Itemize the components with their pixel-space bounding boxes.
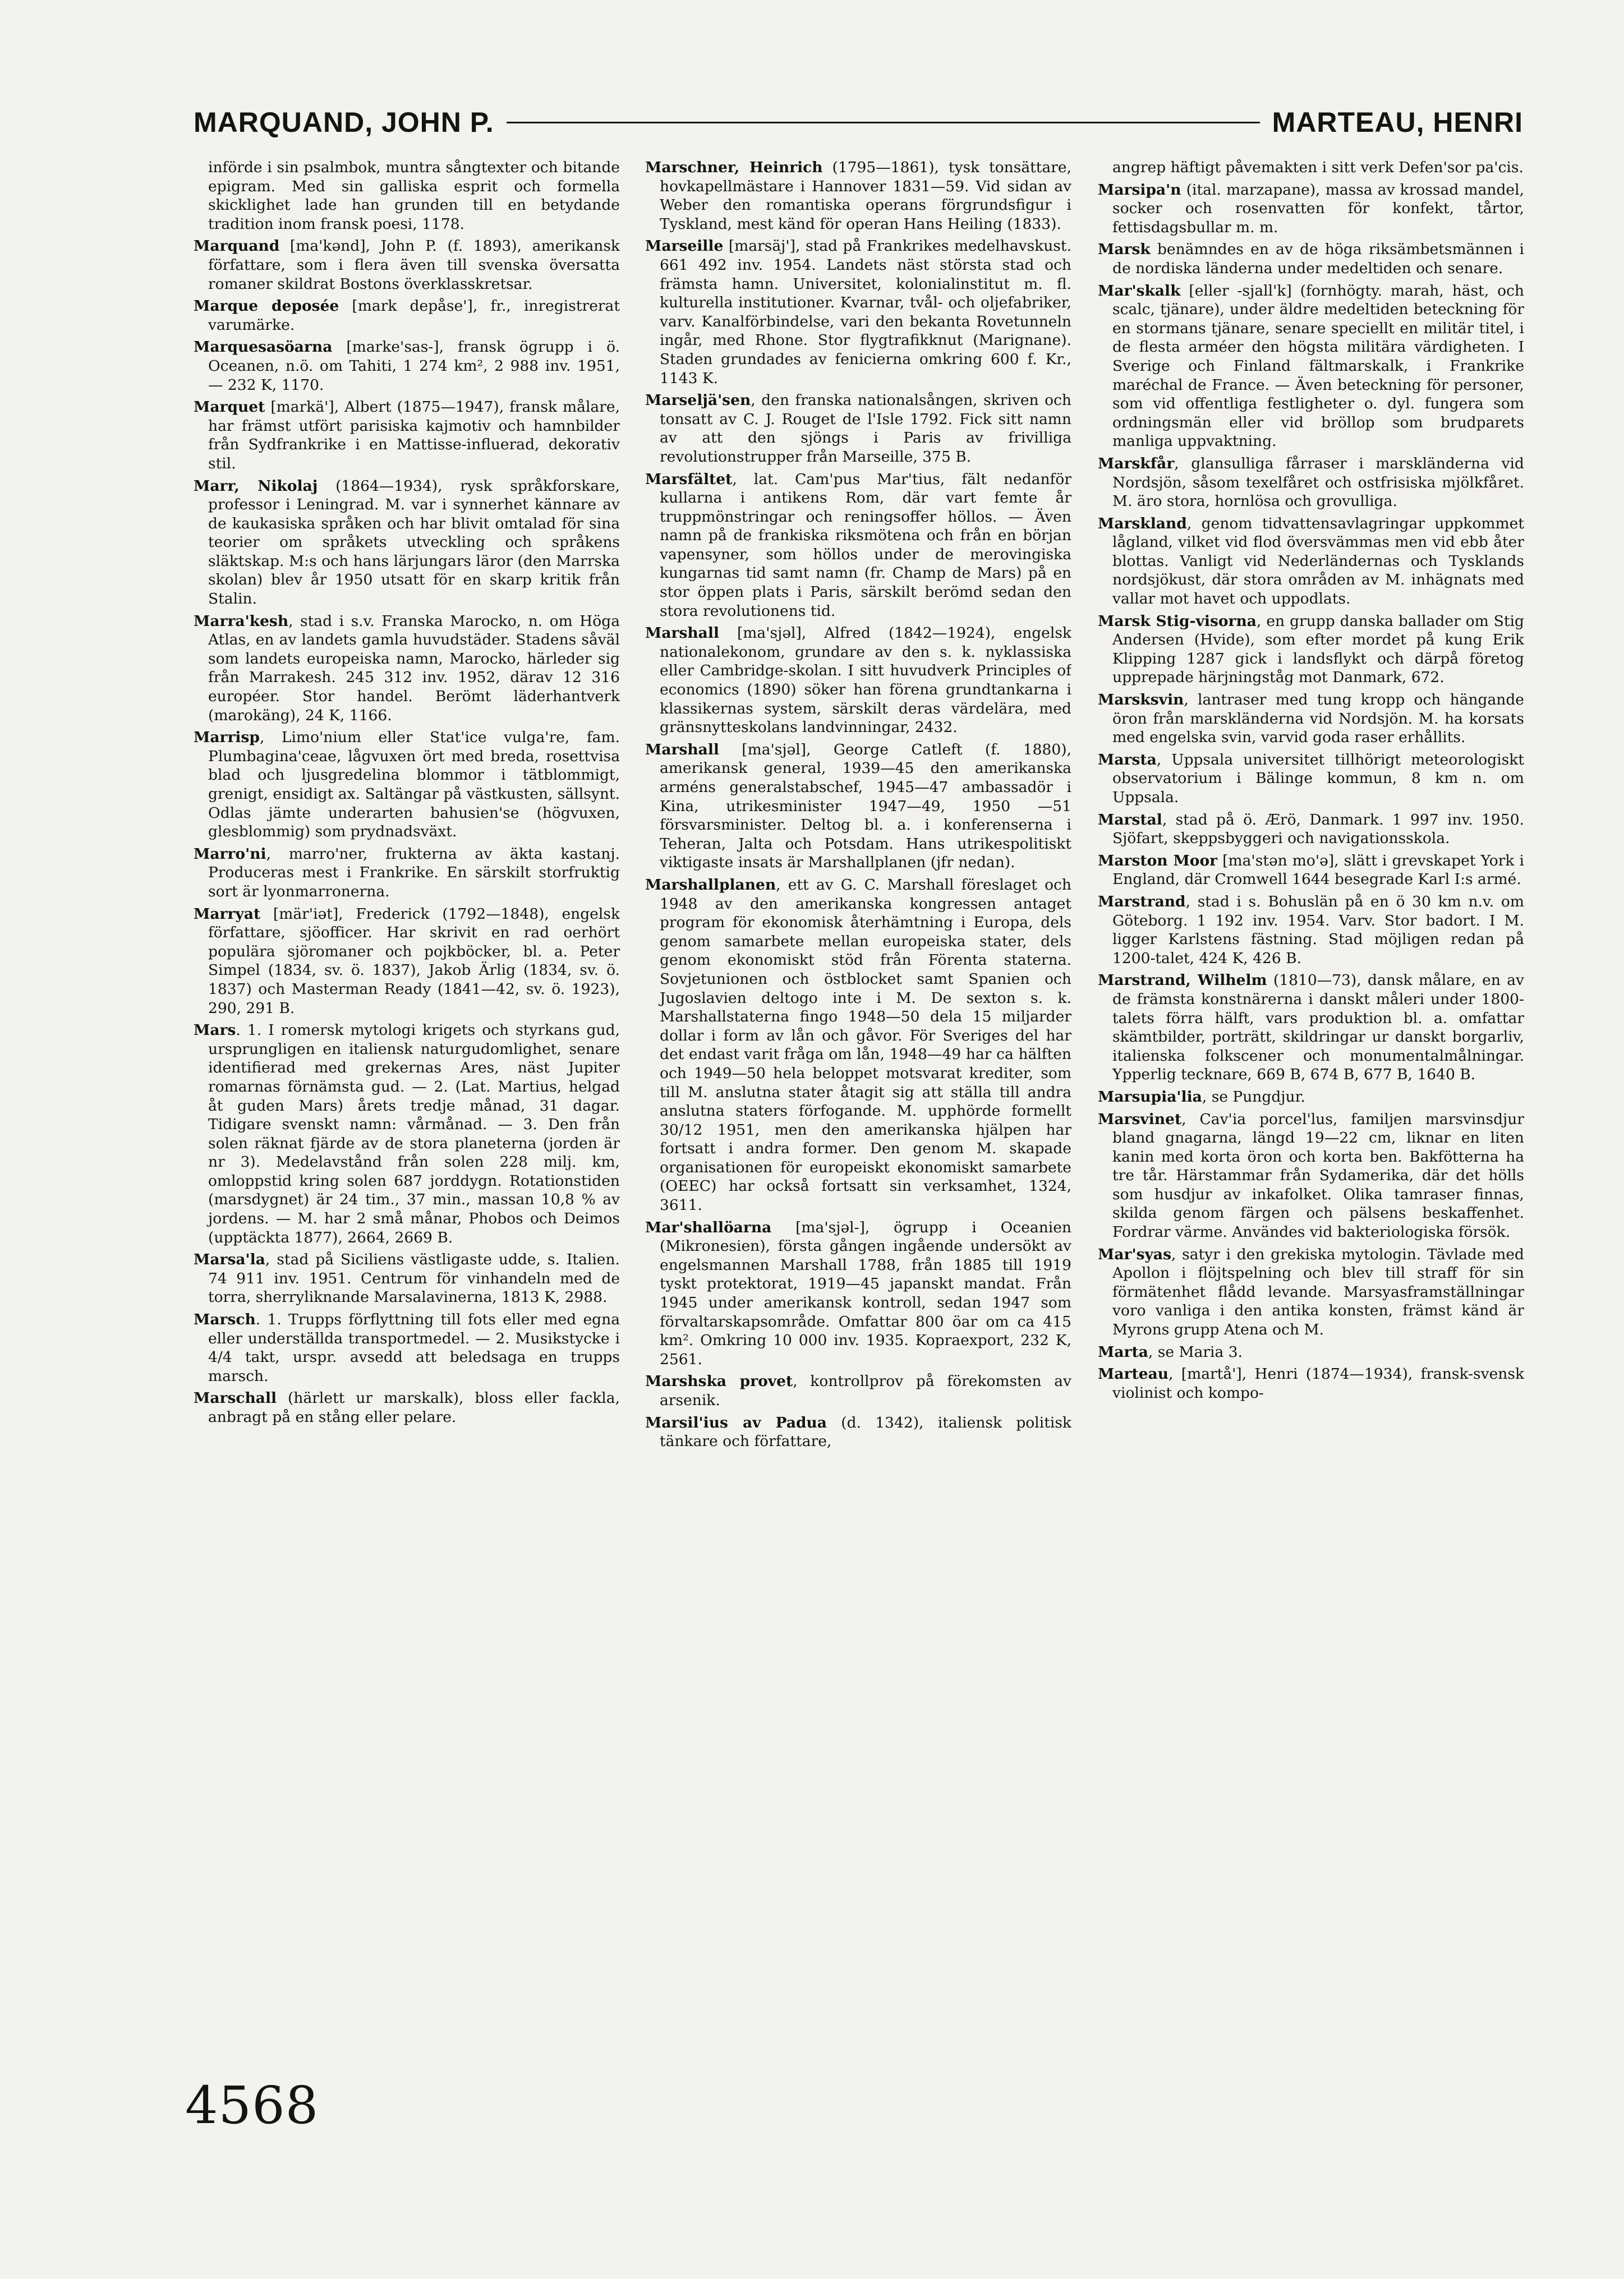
entry-headword: Marskland — [1098, 514, 1187, 532]
entry-headword: Marsta — [1098, 751, 1157, 768]
entry-text: , en grupp danska ballader om Stig Andersen (Hvide), som efter mordet på kung Erik Klipping 1287 gick i landsflykt och därpå företog upprepade härjningståg mot Danmark, 672. — [1112, 612, 1524, 687]
entry-text: (ital. marzapane), massa av krossad mandel, socker och rosenvatten för konfekt, tårtor, fettisdagsbullar m. m. — [1112, 181, 1524, 236]
entry-text: , kontrollprov på förekomsten av arsenik. — [660, 1373, 1071, 1409]
dictionary-entry — [1098, 1110, 1524, 1242]
entry-text: , stad i s. Bohuslän på en ö 30 km n.v. om Göteborg. 1 192 inv. 1954. Varv. Stor badort. I M. ligger Karlstens fästning. Stad möjligen redan på 1200-talet, 424 K, 426 B. — [1112, 892, 1524, 967]
dictionary-entry — [1098, 240, 1524, 278]
dictionary-entry — [1098, 158, 1524, 177]
entry-headword: Marsa'la — [194, 1251, 265, 1269]
entry-headword: Marro'ni — [194, 845, 266, 863]
entry-text: , se Maria 3. — [1148, 1343, 1243, 1361]
entry-headword: Marschner, Heinrich — [645, 159, 823, 176]
dictionary-entry — [645, 391, 1071, 466]
entry-text: [ma'kənd], John P. (f. 1893), amerikansk författare, som i flera även till svenska översatta romaner skildrat Bostons överklasskretsar. — [208, 237, 620, 293]
entry-text: , ett av G. C. Marshall föreslaget och 1948 av den amerikanska kongressen antaget program för ekonomisk återhämtning i Europa, dels genom samarbete mellan europeiska stater, dels genom ekonomiskt stöd från Förenta staterna. Sovjetunionen och östblocket samt Spanien och Jugoslavien deltogo inte i M. De sexton s. k. Marshallstaterna fingo 1948—50 dela 15 miljarder dollar i form av lån och gåvor. För Sveriges del har det endast varit fråga om lån, 1948—49 har ca hälften och 1949—50 hela beloppet motsvarat krediter, som till M. anslutna stater åtagit sig att ställa till andra anslutna staters förfogande. M. upphörde formellt 30/12 1951, men den amerikanska hjälpen har fortsatt i andra former. Den genom M. skapade organisationen för europeiskt ekonomiskt samarbete (OEEC) har också fortsatt sin verksamhet, 1324, 3611. — [660, 876, 1071, 1214]
entry-headword: Marsupia'lia — [1098, 1088, 1202, 1106]
dictionary-entry — [1098, 971, 1524, 1084]
entry-headword: Marquesasöarna — [194, 338, 333, 356]
entry-text: , Uppsala universitet tillhörigt meteorologiskt observatorium i Bälinge kommun, 8 km n. om Uppsala. — [1112, 751, 1524, 806]
header-rule — [507, 122, 1260, 123]
dictionary-entry — [1098, 892, 1524, 968]
entry-text: , Limo'nium eller Stat'ice vulga're, fam. Plumbagina'ceae, lågvuxen ört med breda, rosettvisa blad och ljusgredelina blommor i tätblommigt, grenigt, ensidigt ax. Saltängar på västkusten, sällsynt. Odlas jämte underarten bahusien'se (högvuxen, glesblommig) som prydnadsväxt. — [208, 729, 620, 841]
entry-text: [marke'sas-], fransk ögrupp i ö. Oceanen, n.ö. om Tahiti, 1 274 km², 2 988 inv. 1951, — 232 K, 1170. — [208, 338, 620, 394]
entry-headword: Mar'shallöarna — [645, 1218, 772, 1236]
entry-text: , lat. Cam'pus Mar'tius, fält nedanför kullarna i antikens Rom, där vart femte år truppmönstringar och reningsoffer höllos. — Även namn på de frankiska riksmötena och från en början vapensyner, som höllos under de merovingiska kungarnas tid samt namn (fr. Champ de Mars) på en stor öppen plats i Paris, särskilt berömd sedan den stora revolutionens tid. — [660, 470, 1071, 620]
dictionary-entry — [1098, 514, 1524, 609]
dictionary-entry — [194, 845, 620, 901]
dictionary-entry — [194, 398, 620, 473]
entry-text: . 1. Trupps förflyttning till fots eller med egna eller underställda transportmedel. — 2. Musikstycke i 4/4 takt, urspr. avsedd att beledsaga en trupps marsch. — [208, 1311, 620, 1385]
entry-text: [ma'sjəl-], ögrupp i Oceanien (Mikronesien), första gången ingående undersökt av engelsmannen Marshall 1788, från 1885 till 1919 tyskt protektorat, 1919—45 japanskt mandat. Från 1945 under amerikansk kontroll, sedan 1947 som förvaltarskapsområde. Omfattar 800 öar om ca 415 km². Omkring 10 000 inv. 1935. Kopraexport, 232 K, 2561. — [660, 1218, 1071, 1368]
dictionary-entry — [1098, 811, 1524, 848]
entry-text: [ma'sjəl], George Catleft (f. 1880), amerikansk general, 1939—45 den amerikanska arméns generalstabschef, 1945—47 ambassadör i Kina, utrikesminister 1947—49, 1950 —51 försvarsminister. Deltog bl. a. i konferenserna i Teheran, Jalta och Potsdam. Hans utrikespolitiskt viktigaste insats är Marshallplanen (jfr nedan). — [660, 740, 1071, 872]
entry-headword: Marque deposée — [194, 297, 339, 315]
dictionary-entry — [194, 612, 620, 725]
entry-headword: Marsk Stig-visorna — [1098, 612, 1257, 630]
entry-text: [eller -sjall'k] (fornhögty. marah, häst, och scalc, tjänare), under äldre medeltiden beteckning för en stormans tjänare, senare speciellt en militär titel, i de flesta arméer den högsta militära värdigheten. I Sverige och Finland fältmarskalk, i Frankrike maréchal de France. — Även beteckning för personer, som vid offentliga festligheter o. dyl. fungera som ordningsmän eller vid bröllop som brudparets manliga uppvaktning. — [1112, 282, 1524, 450]
dictionary-entry — [645, 1372, 1071, 1410]
dictionary-entry — [1098, 851, 1524, 889]
entry-headword: Marskfår — [1098, 454, 1175, 472]
entry-text: [ma'sjəl], Alfred (1842—1924), engelsk nationalekonom, grundare av den s. k. nyklassiska eller Cambridge-skolan. I sitt huvudverk Principles of economics (1890) söker han förena grundtankarna i klassikernas system, särskilt deras värdelära, med gränsnytteskolans landvinningar, 2432. — [660, 624, 1071, 736]
entry-text: benämndes en av de höga riksämbetsmännen i de nordiska länderna under medeltiden och senare. — [1112, 241, 1524, 277]
dictionary-entry — [194, 1389, 620, 1426]
entry-text: , marro'ner, frukterna av äkta kastanj. Produceras mest i Frankrike. En särskilt storfruktig sort är lyonmarronerna. — [208, 845, 620, 900]
entry-headword: Marr, Nikolaj — [194, 477, 318, 495]
entry-headword: Mar'syas — [1098, 1245, 1171, 1263]
column-3 — [1098, 158, 1524, 2054]
entry-text: , genom tidvattensavlagringar uppkommet lågland, vilket vid flod översvämmas men vid ebb åter blottas. Vanligt vid Nederländernas och Tysklands nordsjökust, där stora områden av M. inhägnats med vallar mot havet och uppodlats. — [1112, 514, 1524, 608]
dictionary-entry — [1098, 751, 1524, 807]
entry-text: , stad på ö. Ærö, Danmark. 1 997 inv. 1950. Sjöfart, skeppsbyggeri och navigationsskola. — [1112, 811, 1524, 848]
entry-headword: Marsksvin — [1098, 691, 1184, 709]
column-2 — [645, 158, 1071, 2054]
dictionary-entry — [645, 876, 1071, 1215]
entry-headword: Marteau — [1098, 1365, 1169, 1383]
dictionary-entry — [1098, 181, 1524, 237]
dictionary-entry — [645, 624, 1071, 737]
entry-text: , lantraser med tung kropp och hängande öron från marskländerna vid Nordsjön. M. ha korsats med engelska svin, varvid goda raser erhållits. — [1112, 691, 1524, 747]
entry-text: angrep häftigt påvemakten i sitt verk Defen'sor pa'cis. — [1112, 159, 1524, 176]
entry-headword: Marschall — [194, 1389, 277, 1407]
entry-headword: Marsipa'n — [1098, 181, 1181, 199]
dictionary-entry — [194, 338, 620, 394]
entry-text: införde i sin psalmbok, muntra sångtexter och bitande epigram. Med sin galliska esprit och formella skicklighet lade han grunden till en betydande tradition inom fransk poesi, 1178. — [208, 159, 620, 233]
header-last-entry: MARTEAU, HENRI — [1272, 107, 1523, 138]
entry-headword: Marsch — [194, 1311, 256, 1329]
dictionary-entry — [194, 1250, 620, 1307]
dictionary-entry — [1098, 1365, 1524, 1402]
entry-headword: Marquand — [194, 237, 280, 255]
entry-headword: Marseille — [645, 237, 724, 255]
entry-text: (1810—73), dansk målare, en av de främsta konstnärerna i danskt måleri under 1800-talets förra hälft, vars produktion bl. a. omfattar skämtbilder, porträtt, skildringar ur danskt borgarliv, italienska folkscener och monumentalmålningar. Ypperlig tecknare, 669 B, 674 B, 677 B, 1640 B. — [1112, 972, 1524, 1084]
entry-text: (härlett ur marskalk), bloss eller fackla, anbragt på en stång eller pelare. — [208, 1389, 620, 1426]
entry-headword: Marstrand, Wilhelm — [1098, 972, 1267, 989]
entry-text: (1864—1934), rysk språkforskare, professor i Leningrad. M. var i synnerhet kännare av de kaukasiska språken och har blivit omtalad för sina teorier om språkets utveckling och språkens släktskap. M:s och hans lärjungars läror (den Marrska skolan) blev år 1950 utsatt för en skarp kritik från Stalin. — [208, 477, 620, 608]
entry-headword: Mar'skalk — [1098, 282, 1181, 300]
dictionary-entry — [1098, 1343, 1524, 1362]
entry-text: , satyr i den grekiska mytologin. Tävlade med Apollon i flöjtspelning och blev till straff för sin förmätenhet flådd levande. Marsyasframställningar voro vanliga i den antika konsten, främst känd är Myrons grupp Atena och M. — [1112, 1245, 1524, 1339]
dictionary-entry — [194, 237, 620, 293]
entry-text: [ma'stən mo'ə], slätt i grevskapet York i England, där Cromwell 1644 besegrade Karl I:s armé. — [1112, 851, 1524, 888]
entry-headword: Mars — [194, 1021, 236, 1039]
dictionary-entry — [645, 1414, 1071, 1451]
entry-text: [mär'iət], Frederick (1792—1848), engelsk författare, sjöofficer. Har skrivit en rad oerhört populära sjöromaner och pojkböcker, bl. a. Peter Simpel (1834, sv. ö. 1837), Jakob Ärlig (1834, sv. ö. 1837) och Masterman Ready (1841—42, sv. ö. 1923), 290, 291 B. — [208, 905, 620, 1017]
dictionary-entry — [1098, 454, 1524, 511]
entry-headword: Marsvinet — [1098, 1110, 1182, 1128]
dictionary-entry — [194, 1310, 620, 1385]
dictionary-entry — [645, 158, 1071, 233]
entry-text: [markä'], Albert (1875—1947), fransk målare, har främst utfört parisiska kajmotiv och hamnbilder från Sydfrankrike i en Mattisse-influerad, dekorativ stil. — [208, 398, 620, 472]
entry-text: , den franska nationalsången, skriven och tonsatt av C. J. Rouget de l'Isle 1792. Fick sitt namn av att den sjöngs i Paris av frivilliga revolutionstrupper från Marseille, 375 B. — [660, 392, 1071, 466]
entry-text: , Cav'ia porcel'lus, familjen marsvinsdjur bland gnagarna, längd 19—22 cm, liknar en liten kanin med korta öron och korta ben. Bakfötterna ha tre tår. Härstammar från Sydamerika, där det hölls som husdjur av inkafolket. Olika tamraser finnas, skilda genom färgen och pälsens beskaffenhet. Fordrar värme. Användes vid bakteriologiska försök. — [1112, 1110, 1524, 1241]
entry-headword: Marshall — [645, 624, 719, 642]
entry-text: . 1. I romersk mytologi krigets och styrkans gud, ursprungligen en italiensk naturgudomlighet, senare identifierad med grekernas Ares, näst Jupiter romarnas förnämsta gud. — 2. (Lat. Martius, helgad åt guden Mars) årets tredje månad, 31 dagar. Tidigare svenskt namn: vårmånad. — 3. Den från solen räknat fjärde av de stora planeterna (jorden är nr 3). Medelavstånd från solen 228 milj. km, omloppstid kring solen 687 jorddygn. Rotationstiden (marsdygnet) är 24 tim., 37 min., massan 10,8 % av jordens. — M. har 2 små månar, Phobos och Deimos (upptäckta 1877), 2664, 2669 B. — [208, 1021, 620, 1246]
entry-headword: Marquet — [194, 398, 265, 416]
dictionary-entry — [1098, 612, 1524, 687]
entry-text: , se Pungdjur. — [1202, 1088, 1305, 1106]
dictionary-entry — [645, 470, 1071, 621]
dictionary-entry — [194, 477, 620, 609]
entry-headword: Marsil'ius av Padua — [645, 1414, 827, 1431]
dictionary-entry — [1098, 1088, 1524, 1107]
entry-headword: Marra'kesh — [194, 612, 289, 630]
dictionary-entry — [645, 1218, 1071, 1369]
entry-text: , [martå'], Henri (1874—1934), fransk-svensk violinist och kompo- — [1112, 1365, 1524, 1402]
dictionary-entry — [1098, 282, 1524, 451]
dictionary-entry — [194, 158, 620, 233]
entry-text: [mark depåse'], fr., inregistrerat varumärke. — [208, 297, 620, 334]
entry-headword: Marrisp — [194, 729, 260, 747]
dictionary-entry — [194, 1021, 620, 1247]
entry-headword: Marshall — [645, 740, 719, 758]
entry-headword: Marston Moor — [1098, 851, 1218, 869]
page-number: 4568 — [185, 2075, 319, 2135]
header-first-entry: MARQUAND, JOHN P. — [194, 107, 494, 138]
entry-headword: Marryat — [194, 905, 261, 923]
dictionary-entry — [1098, 690, 1524, 747]
dictionary-entry — [645, 237, 1071, 388]
entry-headword: Marsk — [1098, 241, 1151, 259]
entry-headword: Marstal — [1098, 811, 1162, 828]
dictionary-entry — [194, 905, 620, 1018]
column-1 — [194, 158, 620, 2054]
entry-text: [marsäj'], stad på Frankrikes medelhavskust. 661 492 inv. 1954. Landets näst största stad och främsta hamn. Universitet, kolonialinstitut m. fl. kulturella institutioner. Kvarnar, tvål- och oljefabriker, varv. Kanalförbindelse, vari den bekanta Rovetunneln ingår, med Rhone. Stor flygtrafikknut (Marignane). Staden grundades av fenicierna omkring 600 f. Kr., 1143 K. — [660, 237, 1071, 387]
entry-text: , glansulliga fårraser i marskländerna vid Nordsjön, såsom texelfåret och ostfrisiska mjölkfåret. M. äro stora, hornlösa och grovulliga. — [1112, 454, 1524, 510]
dictionary-entry — [1098, 1245, 1524, 1339]
running-header — [194, 100, 1523, 145]
dictionary-entry — [194, 728, 620, 841]
entry-text: , stad i s.v. Franska Marocko, n. om Höga Atlas, en av landets gamla huvudstäder. Stadens såväl som landets europeiska namn, Marocko, härleder sig från Marrakesh. 245 312 inv. 1952, därav 12 316 européer. Stor handel. Berömt läderhantverk (marokäng), 24 K, 1166. — [208, 612, 620, 724]
dictionary-entry — [645, 740, 1071, 872]
entry-text: (d. 1342), italiensk politisk tänkare och författare, — [660, 1414, 1071, 1451]
dictionary-entry — [194, 297, 620, 334]
entry-headword: Marseljä'sen — [645, 392, 751, 409]
entry-headword: Marta — [1098, 1343, 1148, 1361]
entry-text: , stad på Siciliens västligaste udde, s. Italien. 74 911 inv. 1951. Centrum för vinhandeln med de torra, sherryliknande Marsalavinerna, 1813 K, 2988. — [208, 1251, 620, 1306]
entry-headword: Marshska provet — [645, 1373, 793, 1391]
entry-headword: Marshallplanen — [645, 876, 776, 894]
entry-headword: Marsfältet — [645, 470, 733, 488]
entry-headword: Marstrand — [1098, 892, 1186, 910]
entry-text: (1795—1861), tysk tonsättare, hovkapellmästare i Hannover 1831—59. Vid sidan av Weber den romantiska operans förgrundsfigur i Tyskland, mest känd för operan Hans Heiling (1833). — [660, 159, 1071, 233]
